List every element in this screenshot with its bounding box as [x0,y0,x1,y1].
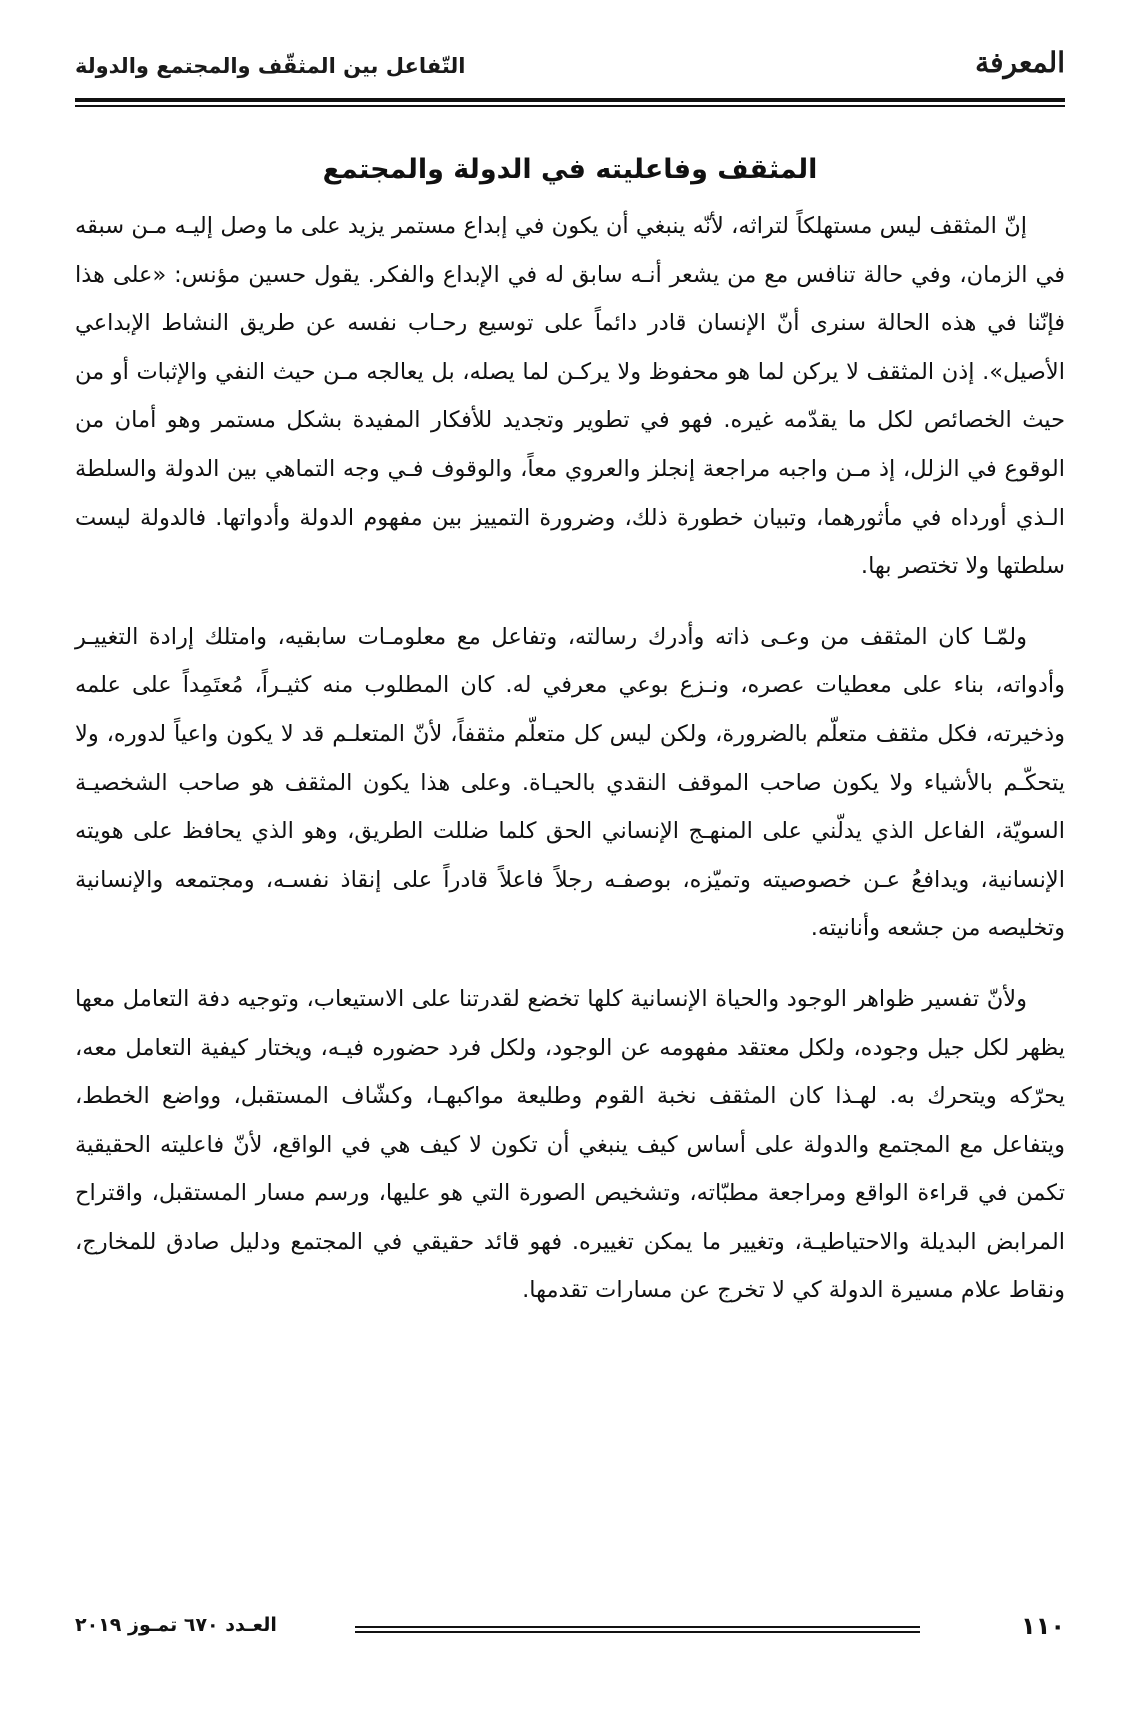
running-header [75,40,1065,100]
paragraph: إنّ المثقف ليس مستهلكاً لتراثه، لأنّه ينبغي أن يكون في إبداع مستمر يزيد على ما وصل إليـه مـن سبقه في الزمان، وفي حالة تنافس مع من يشعر أنـه سابق له في الإبداع والفكر. يقول حسين مؤنس: «على هذا فإنّنا في هذه الحالة سنرى أنّ الإنسان قادر دائماً على توسيع رحـاب نفسه عن طريق النشاط الإبداعي الأصيل». إذن المثقف لا يركن لما هو محفوظ ولا يركـن لما يصله، بل يعالجه مـن حيث النفي والإثبات أو من حيث الخصائص لكل ما يقدّمه غيره. فهو في تطوير وتجديد للأفكار المفيدة بشكل مستمر وهو أمان من الوقوع في الزلل، إذ مـن واجبه مراجعة إنجلز والعروي معاً، والوقوف فـي وجه التماهي بين الدولة والسلطة الـذي أورداه في مأثورهما، وتبيان خطورة ذلك، وضرورة التمييز بين مفهوم الدولة وأدواتها. فالدولة ليست سلطتها ولا تختصر بها. [75,213,1065,580]
page-number: ١١٠ [1021,1612,1065,1640]
paragraph: ولمّـا كان المثقف من وعـى ذاته وأدرك رسالته، وتفاعل مع معلومـات سابقيه، وامتلك إرادة التغييـر وأدواته، بناء على معطيات عصره، ونـزع بوعي معرفي له. كان المطلوب منه كثيـراً، مُعتَمِداً على علمه وذخيرته، فكل مثقف متعلّم بالضرورة، ولكن ليس كل متعلّم مثقفاً، لأنّ المتعلـم قد لا يكون واعياً لدوره، ولا يتحكّـم بالأشياء ولا يكون صاحب الموقف النقدي بالحيـاة. وعلى هذا يكون المثقف هو صاحب الشخصيـة السويّة، الفاعل الذي يدلّني على المنهـج الإنساني الحق كلما ضللت الطريق، وهو الذي يحافظ على هويته الإنسانية، ويدافعُ عـن خصوصيته وتميّزه، بوصفـه رجلاً فاعلاً قادراً على إنقاذ نفسـه، ومجتمعه والإنسانية وتخليصه من جشعه وأنانيته. [75,623,1065,942]
running-title: التّفاعل بين المثقّف والمجتمع والدولة [75,54,466,78]
issue-info: العـدد ٦٧٠ تمـوز ٢٠١٩ [75,1614,277,1636]
journal-logo: المعرفة [975,46,1065,79]
page-footer [75,1612,1065,1652]
article-title: المثقف وفاعليته في الدولة والمجتمع [322,154,818,185]
article-body [75,150,1065,1337]
footer-divider [355,1626,920,1628]
header-divider-thin [75,105,1065,107]
paragraph: ولأنّ تفسير ظواهر الوجود والحياة الإنسانية كلها تخضع لقدرتنا على الاستيعاب، وتوجيه دفة التعامل معها يظهر لكل جيل وجوده، ولكل معتقد مفهومه عن الوجود، ولكل فرد حضوره فيـه، ويختار كيفية التعامل معه، يحرّكه ويتحرك به. لهـذا كان المثقف نخبة القوم وطليعة مواكبهـا، وكشّاف المستقبل، وواضع الخطط، ويتفاعل مع المجتمع والدولة على أساس كيف ينبغي أن تكون لا كيف هي في الواقع، لأنّ فاعليته الحقيقية تكمن في قراءة الواقع ومراجعة مطبّاته، وتشخيص الصورة التي هو عليها، ورسم مسار المستقبل، واقتراح المرابض البديلة والاحتياطيـة، وتغيير ما يمكن تغييره. فهو قائد حقيقي في المجتمع ودليل صادق للمخارج، ونقاط علام مسيرة الدولة كي لا تخرج عن مسارات تقدمها. [75,985,1065,1304]
header-divider-thick [75,98,1065,102]
footer-divider [355,1631,920,1633]
